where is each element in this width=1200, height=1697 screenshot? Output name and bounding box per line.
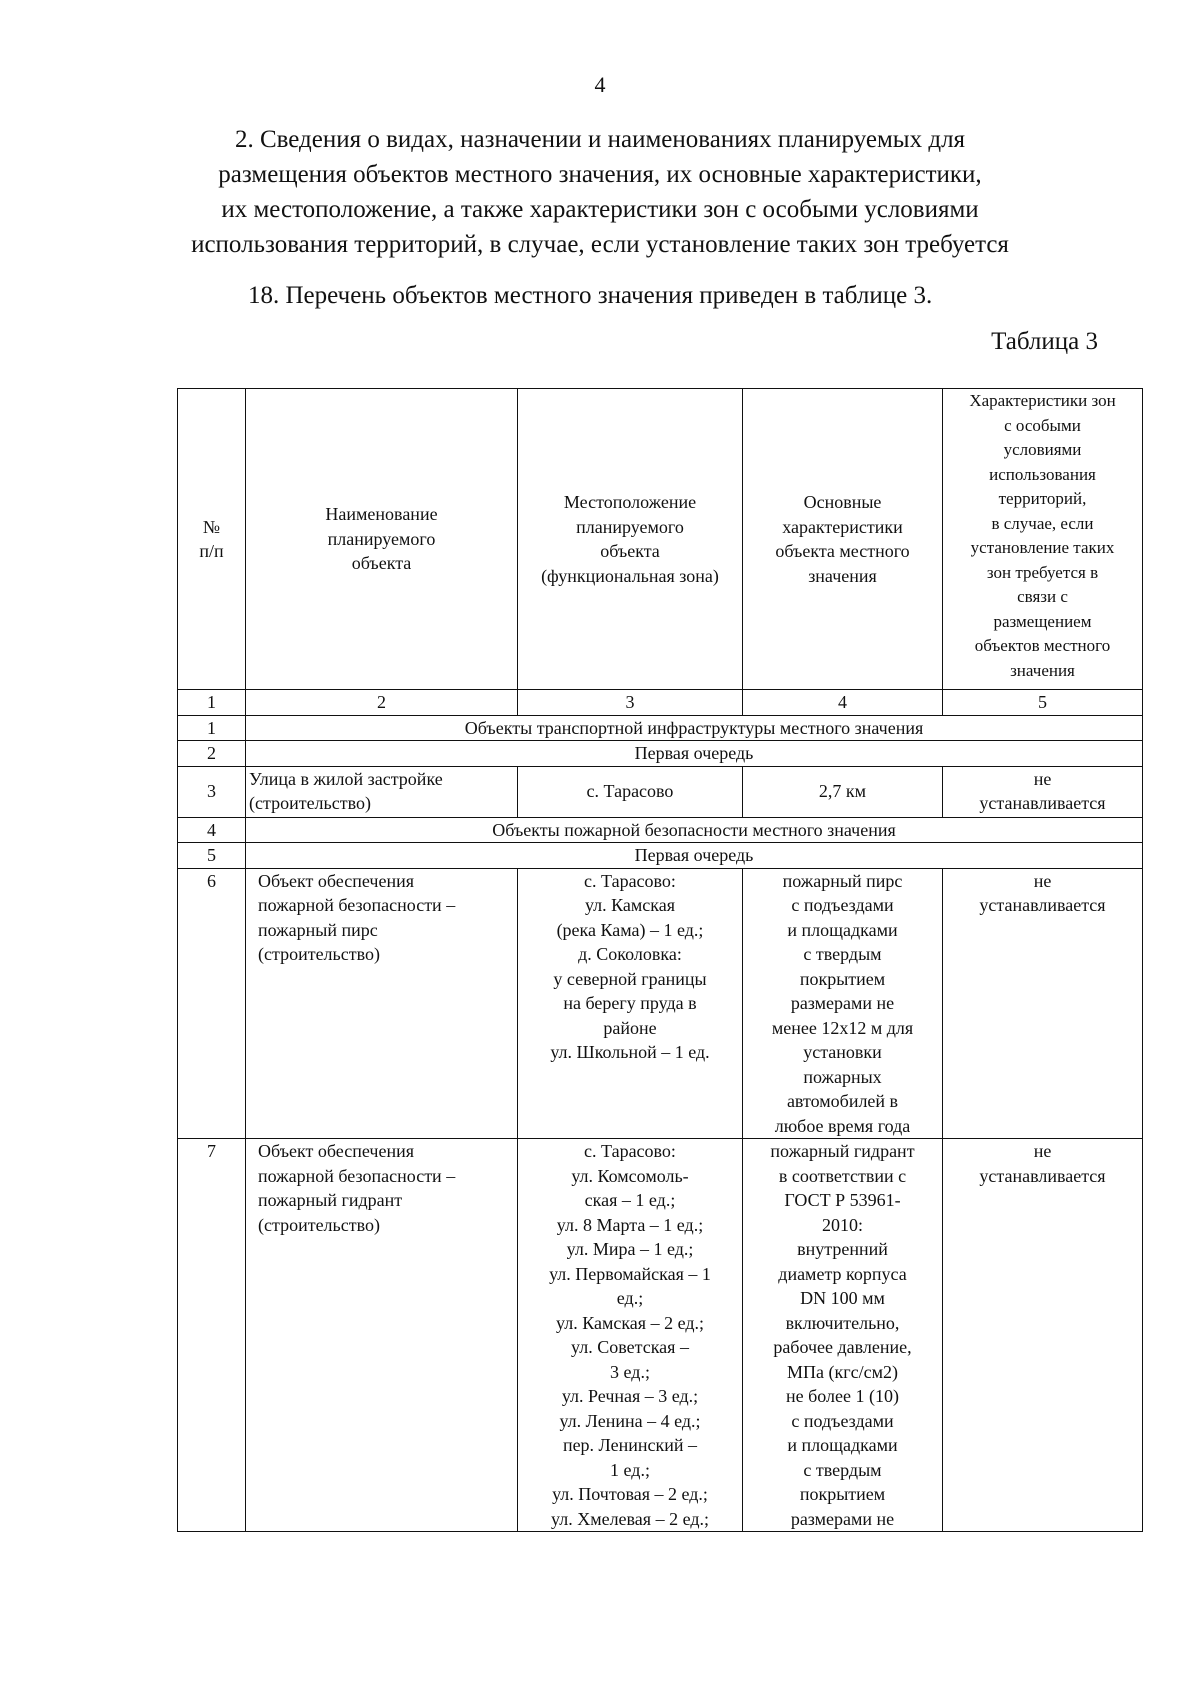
cell-line: пожарный пирс	[782, 870, 903, 891]
cell-line: (строительство)	[258, 1214, 380, 1235]
header-line: условиями	[1003, 440, 1082, 459]
objects-table	[177, 388, 1143, 1532]
cell-line: у северной границы	[553, 968, 707, 989]
cell-line: (река Кама) – 1 ед.;	[556, 919, 704, 940]
table-row	[178, 741, 1143, 767]
table-row	[178, 868, 1143, 1139]
cell-line: установки	[803, 1042, 882, 1062]
header-line: (функциональная зона)	[541, 565, 719, 586]
cell-line: Объект обеспечения	[258, 1141, 414, 1161]
cell-line: размерами не	[790, 993, 895, 1013]
header-line: характеристики	[782, 516, 903, 537]
cell-line: ул. Камская	[584, 895, 676, 915]
table-header-row	[178, 389, 1143, 690]
cell-line: ул. Советская –	[571, 1337, 689, 1357]
cell-line: в соответствии с	[778, 1165, 907, 1186]
stage-title: Первая очередь	[246, 741, 1143, 767]
cell-line: МПа (кгс/см2)	[787, 1361, 898, 1382]
header-line: территорий,	[998, 489, 1087, 508]
cell-line: рабочее давление,	[773, 1337, 912, 1357]
cell-line: районе	[603, 1017, 657, 1038]
row-number: 4	[178, 817, 246, 843]
header-location	[518, 389, 743, 690]
header-line: Наименование	[325, 504, 438, 525]
zones-cell	[943, 1139, 1143, 1532]
cell-line: пожарный пирс	[258, 919, 378, 940]
cell-line: д. Соколовка:	[578, 944, 682, 964]
object-name-cell	[246, 1139, 518, 1532]
cell-line: Объект обеспечения	[258, 870, 414, 891]
cell-line: и площадками	[787, 1435, 898, 1455]
cell-line: устанавливается	[979, 793, 1106, 813]
row-number: 5	[178, 843, 246, 869]
cell-line: ская – 1 ед.;	[584, 1190, 676, 1210]
header-number	[178, 389, 246, 690]
stage-title: Первая очередь	[246, 843, 1143, 869]
cell-line: ул. 8 Марта – 1 ед.;	[556, 1214, 704, 1235]
header-line: Основные	[803, 492, 882, 512]
cell-line: не	[1033, 870, 1052, 891]
cell-line: пожарной безопасности –	[258, 895, 456, 915]
header-line: планируемого	[576, 516, 684, 537]
row-number: 6	[178, 868, 246, 1139]
cell-line: и площадками	[787, 919, 898, 940]
header-line: №	[202, 516, 221, 537]
paragraph-18: 18. Перечень объектов местного значения приведен в таблице 3.	[248, 282, 933, 309]
heading-line: их местоположение, а также характеристики зон с особыми условиями	[221, 196, 979, 223]
location-cell	[518, 868, 743, 1139]
object-name-cell	[246, 868, 518, 1139]
cell-line: пожарный гидрант	[770, 1141, 915, 1161]
column-number: 4	[743, 690, 943, 716]
object-name-cell	[246, 766, 518, 817]
cell-line: 2010:	[821, 1214, 863, 1235]
cell-line: не	[1033, 1141, 1052, 1161]
column-number: 5	[943, 690, 1143, 716]
section-title-transport: Объекты транспортной инфраструктуры местного значения	[246, 715, 1143, 741]
row-number: 2	[178, 741, 246, 767]
cell-line: ул. Камская – 2 ед.;	[556, 1312, 704, 1333]
cell-line: менее 12х12 м для	[771, 1017, 914, 1038]
row-number: 3	[178, 766, 246, 817]
location-cell: с. Тарасово	[518, 766, 743, 817]
header-line: Местоположение	[563, 492, 697, 512]
zones-cell	[943, 766, 1143, 817]
cell-line: не более 1 (10)	[786, 1386, 899, 1406]
cell-line: размерами не	[790, 1508, 895, 1529]
row-number: 7	[178, 1139, 246, 1532]
header-line: объекта местного	[775, 541, 910, 561]
cell-line: с твердым	[803, 1459, 882, 1480]
heading-line: размещения объектов местного значения, их основные характеристики,	[218, 161, 982, 188]
cell-line: ул. Хмелевая – 2 ед.;	[551, 1508, 709, 1529]
cell-line: (строительство)	[258, 944, 380, 964]
cell-line: 1 ед.;	[610, 1459, 650, 1480]
heading-line: 2. Сведения о видах, назначении и наименованиях планируемых для	[234, 126, 966, 153]
cell-line: Улица в жилой застройке	[249, 768, 443, 789]
header-line: зон требуется в	[986, 562, 1099, 582]
cell-line: пер. Ленинский –	[562, 1435, 698, 1455]
cell-line: ул. Мира – 1 ед.;	[566, 1239, 694, 1259]
section-heading	[150, 122, 1050, 262]
cell-line: ул. Речная – 3 ед.;	[561, 1386, 699, 1406]
cell-line: ГОСТ Р 53961-	[784, 1190, 901, 1210]
cell-line: ул. Ленина – 4 ед.;	[559, 1410, 701, 1431]
column-number: 2	[246, 690, 518, 716]
header-line: использования	[989, 464, 1096, 484]
header-line: объекта	[600, 541, 660, 561]
cell-line: диаметр корпуса	[778, 1263, 907, 1284]
header-line: связи с	[1017, 587, 1068, 606]
header-line: значения	[808, 565, 877, 586]
location-cell	[518, 1139, 743, 1532]
header-line: значения	[1010, 660, 1075, 680]
column-number: 3	[518, 690, 743, 716]
cell-line: 3 ед.;	[610, 1361, 650, 1382]
header-line: планируемого	[327, 528, 436, 549]
characteristics-cell	[743, 868, 943, 1139]
table-row	[178, 715, 1143, 741]
cell-line: покрытием	[799, 1484, 886, 1504]
header-characteristics	[743, 389, 943, 690]
table-row	[178, 766, 1143, 817]
cell-line: внутренний	[797, 1239, 888, 1259]
cell-line: (строительство)	[249, 793, 371, 813]
cell-line: автомобилей в	[786, 1091, 899, 1111]
cell-line: на берегу пруда в	[563, 993, 697, 1013]
header-line: установление таких	[970, 538, 1115, 557]
cell-line: DN 100 мм	[800, 1288, 885, 1308]
zones-cell	[943, 868, 1143, 1139]
cell-line: пожарной безопасности –	[258, 1165, 456, 1186]
column-number: 1	[178, 690, 246, 716]
table-row	[178, 1139, 1143, 1532]
header-line: Характеристики зон	[969, 391, 1116, 410]
cell-line: ул. Первомайская – 1	[549, 1263, 711, 1284]
cell-line: пожарный гидрант	[258, 1190, 403, 1210]
cell-line: с твердым	[803, 944, 882, 964]
header-line: объекта	[351, 553, 412, 574]
cell-line: не	[1033, 768, 1052, 789]
cell-line: покрытием	[799, 968, 886, 989]
cell-line: с. Тарасово:	[584, 870, 676, 891]
cell-line: устанавливается	[979, 895, 1106, 915]
page-number: 4	[594, 72, 606, 97]
row-number: 1	[178, 715, 246, 741]
cell-line: ул. Почтовая – 2 ед.;	[552, 1484, 708, 1504]
header-object-name	[246, 389, 518, 690]
column-number-row	[178, 690, 1143, 716]
header-zones	[943, 389, 1143, 690]
section-title-fire-safety: Объекты пожарной безопасности местного значения	[246, 817, 1143, 843]
cell-line: любое время года	[774, 1115, 911, 1136]
header-line: размещением	[993, 611, 1092, 631]
cell-line: с подъездами	[791, 1410, 894, 1431]
cell-line: пожарных	[803, 1066, 882, 1087]
cell-line: с. Тарасово:	[584, 1141, 676, 1161]
cell-line: включительно,	[785, 1312, 900, 1333]
table-row	[178, 817, 1143, 843]
cell-line: устанавливается	[979, 1165, 1106, 1186]
characteristics-cell: 2,7 км	[743, 766, 943, 817]
cell-line: ед.;	[616, 1288, 644, 1308]
table-row	[178, 843, 1143, 869]
cell-line: ул. Комсомоль-	[571, 1165, 689, 1186]
table-caption: Таблица 3	[991, 328, 1098, 355]
cell-line: с подъездами	[791, 895, 894, 915]
header-line: с особыми	[1004, 415, 1081, 435]
header-line: в случае, если	[991, 513, 1094, 533]
characteristics-cell	[743, 1139, 943, 1532]
header-line: объектов местного	[974, 636, 1111, 655]
heading-line: использования территорий, в случае, если установление таких зон требуется	[191, 231, 1009, 258]
cell-line: ул. Школьной – 1 ед.	[550, 1042, 710, 1062]
header-line: п/п	[199, 541, 224, 561]
